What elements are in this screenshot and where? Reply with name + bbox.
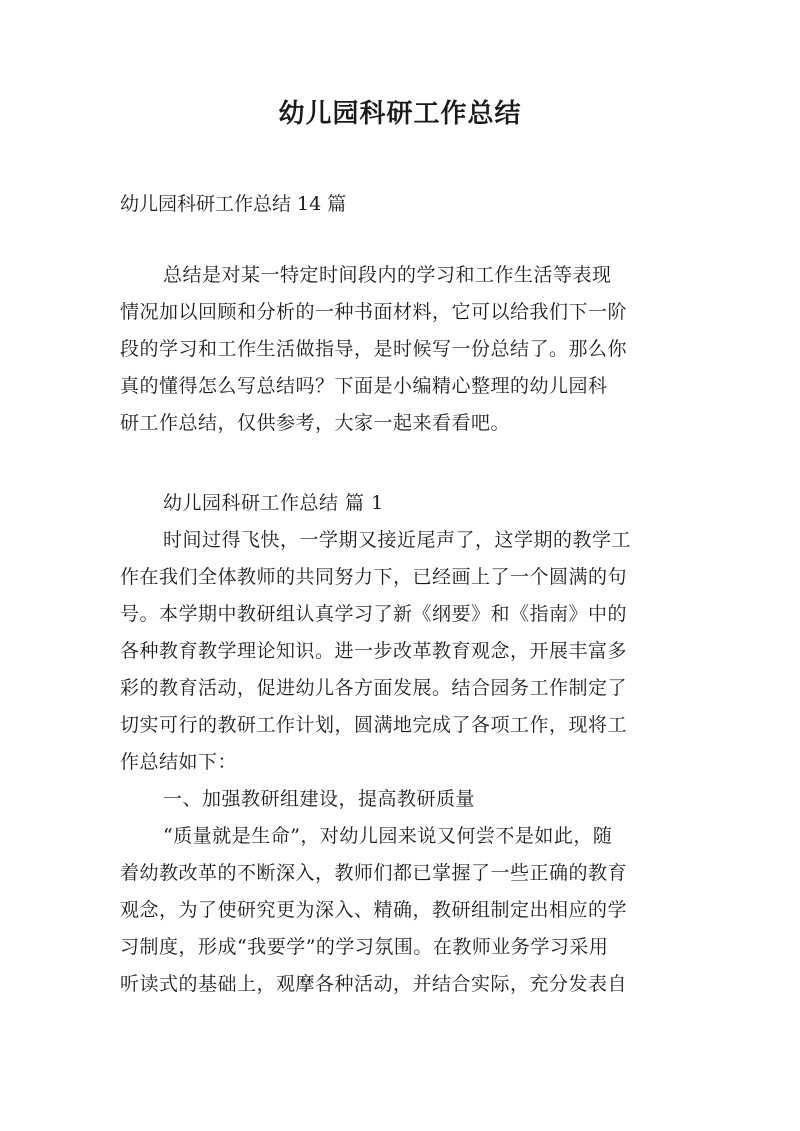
paragraph-line: 切实可行的教研工作计划，圆满地完成了各项工作，现将工 (120, 714, 628, 736)
section-subheading: 一、加强教研组建设，提高教研质量 (163, 788, 476, 810)
paragraph-line: 情况加以回顾和分析的一种书面材料，它可以给我们下一阶 (120, 301, 628, 323)
paragraph-line: 研工作总结，仅供参考，大家一起来看看吧。 (120, 412, 511, 434)
paragraph-line: 号。本学期中教研组认真学习了新《纲要》和《指南》中的 (120, 603, 628, 625)
section-heading: 幼儿园科研工作总结 篇 1 (163, 492, 384, 514)
paragraph-line: 作总结如下： (120, 751, 238, 773)
section-1 (120, 485, 690, 1003)
paragraph-line: “质量就是生命”，对幼儿园来说又何尝不是如此，随 (163, 825, 613, 847)
paragraph-line: 段的学习和工作生活做指导，是时候写一份总结了。那么你 (120, 338, 628, 360)
paragraph-line: 观念，为了使研究更为深入、精确，教研组制定出相应的学 (120, 899, 628, 921)
paragraph-line: 彩的教育活动，促进幼儿各方面发展。结合园务工作制定了 (120, 677, 628, 699)
paragraph-line: 听读式的基础上，观摩各种活动，并结合实际，充分发表自 (120, 973, 628, 995)
paragraph-line: 习制度，形成“我要学”的学习氛围。在教师业务学习采用 (120, 936, 609, 958)
paragraph-line: 时间过得飞快，一学期又接近尾声了，这学期的教学工 (163, 529, 632, 551)
document-title: 幼儿园科研工作总结 (278, 99, 522, 129)
paragraph-line: 着幼教改革的不断深入，教师们都已掌握了一些正确的教育 (120, 862, 628, 884)
paragraph-line: 总结是对某一特定时间段内的学习和工作生活等表现 (163, 264, 612, 286)
paragraph-line: 真的懂得怎么写总结吗？下面是小编精心整理的幼儿园科 (120, 375, 608, 397)
paragraph-line: 各种教育教学理论知识。进一步改革教育观念，开展丰富多 (120, 640, 628, 662)
intro-paragraph (120, 257, 690, 442)
document-subtitle: 幼儿园科研工作总结 14 篇 (120, 193, 347, 215)
paragraph-line: 作在我们全体教师的共同努力下，已经画上了一个圆满的句 (120, 566, 628, 588)
